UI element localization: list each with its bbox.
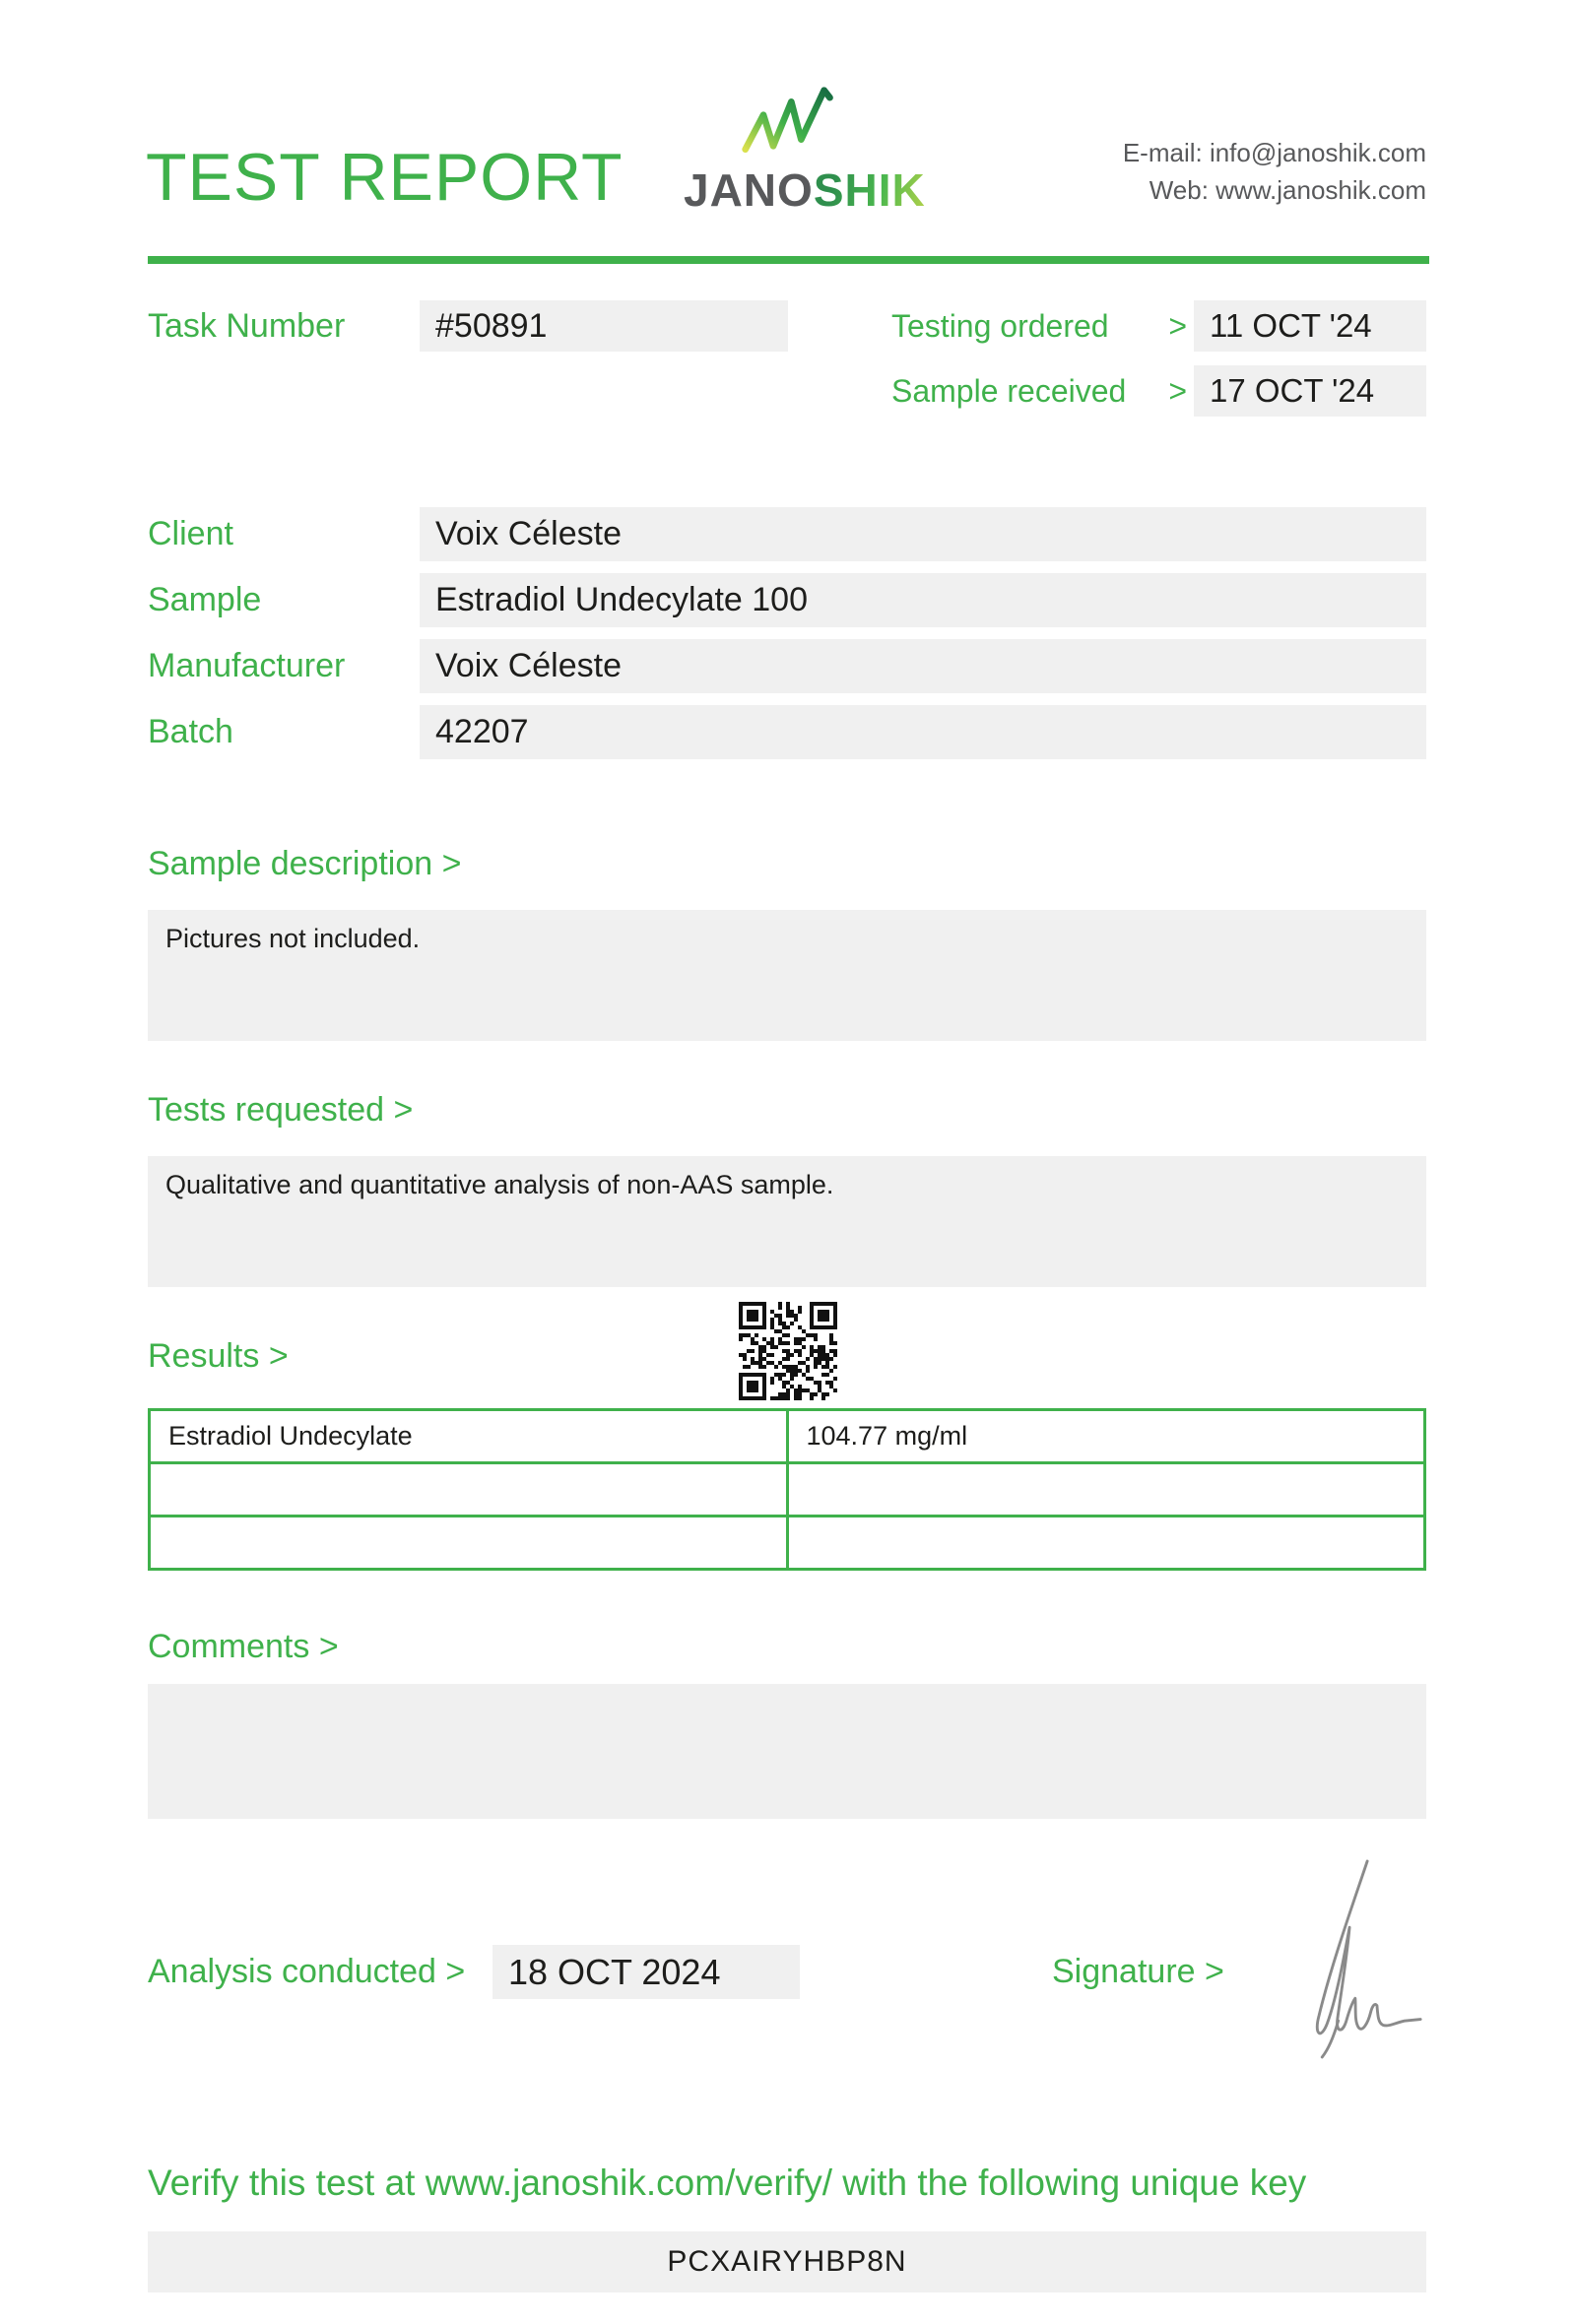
sample-value: Estradiol Undecylate 100 <box>420 573 1426 627</box>
testing-ordered-label <box>891 300 1187 352</box>
arrow-icon: > <box>1168 372 1187 409</box>
manufacturer-label: Manufacturer <box>148 647 346 684</box>
client-label: Client <box>148 515 233 552</box>
sample-description-box <box>148 910 1426 1041</box>
result-analyte <box>150 1517 788 1570</box>
contact-email: E-mail: info@janoshik.com <box>1122 138 1426 167</box>
verify-instruction: Verify this test at www.janoshik.com/verify/ with the following unique key <box>148 2163 1307 2203</box>
signature-label: Signature > <box>1052 1953 1224 1990</box>
sample-description-heading: Sample description > <box>148 845 462 882</box>
tests-requested-heading: Tests requested > <box>148 1091 414 1129</box>
signature-scribble <box>1261 1849 1430 2060</box>
task-number-label: Task Number <box>148 306 346 345</box>
testing-ordered-text: Testing ordered <box>891 307 1109 344</box>
contact-block <box>1123 134 1426 209</box>
table-row <box>150 1463 1425 1517</box>
sample-description-text: Pictures not included. <box>165 924 421 953</box>
client-value: Voix Céleste <box>420 507 1426 561</box>
tests-requested-box <box>148 1156 1426 1287</box>
header-divider <box>148 256 1429 264</box>
manufacturer-value: Voix Céleste <box>420 639 1426 693</box>
verify-key: PCXAIRYHBP8N <box>148 2231 1426 2292</box>
results-table <box>148 1408 1426 1571</box>
analysis-conducted-label: Analysis conducted > <box>148 1953 466 1990</box>
sample-received-text: Sample received <box>891 372 1127 409</box>
logo-shik: SHIK <box>813 164 926 216</box>
results-heading: Results > <box>148 1337 289 1375</box>
comments-heading: Comments > <box>148 1628 339 1665</box>
logo-jano: JANO <box>684 164 814 216</box>
contact-web: Web: www.janoshik.com <box>1149 175 1426 205</box>
testing-ordered-value: 11 OCT '24 <box>1194 300 1426 352</box>
task-number-value: #50891 <box>420 300 788 352</box>
batch-label: Batch <box>148 713 233 750</box>
sample-received-label <box>891 365 1187 417</box>
table-row <box>150 1517 1425 1570</box>
logo-wordmark <box>684 163 926 217</box>
table-row <box>150 1410 1425 1463</box>
result-analyte <box>150 1463 788 1517</box>
arrow-icon: > <box>1168 307 1187 344</box>
result-analyte: Estradiol Undecylate <box>150 1410 788 1463</box>
chart-logo-icon <box>739 75 837 161</box>
sample-label: Sample <box>148 581 262 618</box>
result-value: 104.77 mg/ml <box>787 1410 1425 1463</box>
result-value <box>787 1517 1425 1570</box>
result-value <box>787 1463 1425 1517</box>
analysis-conducted-value: 18 OCT 2024 <box>492 1945 800 1999</box>
sample-received-value: 17 OCT '24 <box>1194 365 1426 417</box>
comments-box <box>148 1684 1426 1819</box>
tests-requested-text: Qualitative and quantitative analysis of non-AAS sample. <box>165 1170 834 1199</box>
qr-code <box>739 1302 837 1400</box>
page-title: TEST REPORT <box>146 140 624 215</box>
batch-value: 42207 <box>420 705 1426 759</box>
